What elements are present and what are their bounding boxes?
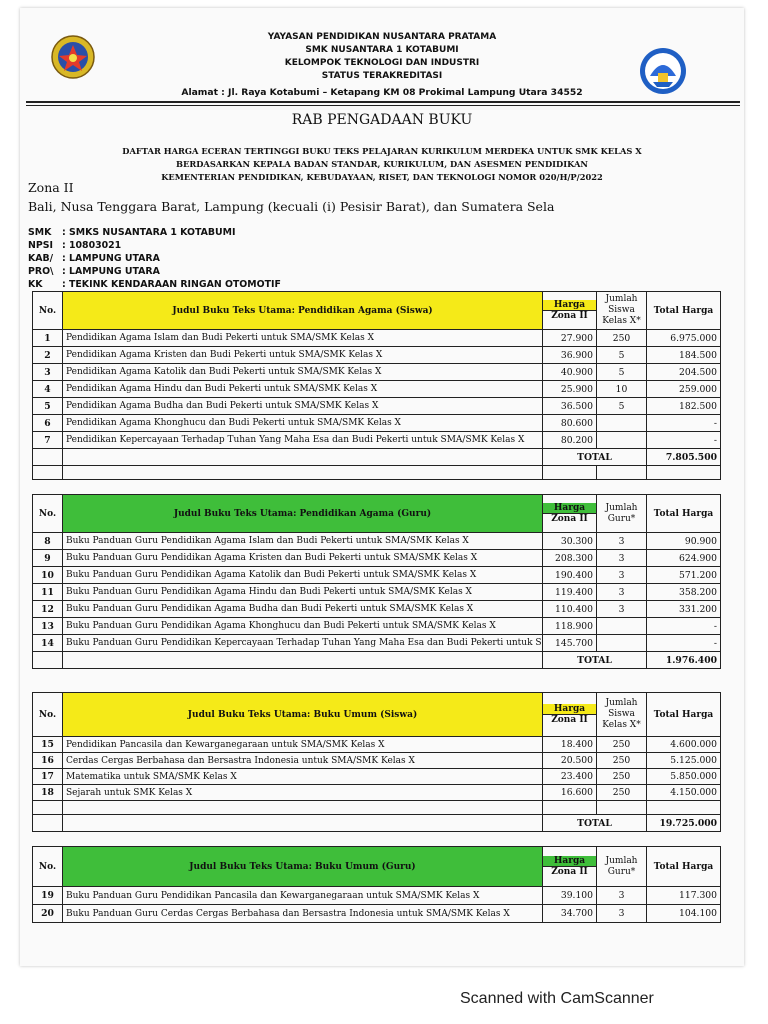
row-no: 19	[33, 887, 63, 905]
row-title: Pendidikan Agama Katolik dan Budi Pekerti untuk SMA/SMK Kelas X	[63, 364, 543, 381]
empty-cell	[33, 466, 63, 480]
row-title: Cerdas Cergas Berbahasa dan Bersastra Indonesia untuk SMA/SMK Kelas X	[63, 753, 543, 769]
row-title: Buku Panduan Guru Pendidikan Kepercayaan Terhadap Tuhan Yang Maha Esa dan Budi Pekerti untuk S	[63, 635, 543, 652]
row-title: Pendidikan Agama Khonghucu dan Budi Pekerti untuk SMA/SMK Kelas X	[63, 415, 543, 432]
table-heading: Judul Buku Teks Utama: Buku Umum (Guru)	[63, 847, 543, 887]
zone-name: Zona II	[28, 180, 74, 195]
table-row	[33, 737, 721, 753]
row-total: 624.900	[647, 550, 721, 567]
identity-label: PRO\	[28, 266, 54, 277]
row-price: 40.900	[543, 364, 597, 381]
row-price: 39.100	[543, 887, 597, 905]
row-qty: 10	[597, 381, 647, 398]
empty-cell	[63, 449, 543, 466]
row-no: 18	[33, 785, 63, 801]
row-qty: 250	[597, 330, 647, 347]
spacer-row	[33, 801, 721, 815]
row-qty: 3	[597, 601, 647, 618]
identity-value: : LAMPUNG UTARA	[62, 266, 160, 277]
col-price	[543, 495, 597, 533]
row-qty: 5	[597, 398, 647, 415]
row-title: Buku Panduan Guru Pendidikan Agama Budha dan Budi Pekerti untuk SMA/SMK Kelas X	[63, 601, 543, 618]
row-total: 259.000	[647, 381, 721, 398]
total-row	[33, 652, 721, 669]
row-total: 331.200	[647, 601, 721, 618]
row-qty: 3	[597, 567, 647, 584]
row-total: 182.500	[647, 398, 721, 415]
table-row	[33, 785, 721, 801]
table-umum-siswa	[32, 692, 721, 832]
row-total: 4.600.000	[647, 737, 721, 753]
table-row	[33, 769, 721, 785]
table-agama-guru	[32, 494, 721, 669]
col-total: Total Harga	[647, 693, 721, 737]
row-no: 6	[33, 415, 63, 432]
row-qty	[597, 432, 647, 449]
empty-cell	[543, 466, 597, 480]
row-price: 118.900	[543, 618, 597, 635]
row-no: 3	[33, 364, 63, 381]
empty-cell	[597, 466, 647, 480]
row-price: 119.400	[543, 584, 597, 601]
row-no: 7	[33, 432, 63, 449]
row-title: Buku Panduan Guru Pendidikan Agama Islam dan Budi Pekerti untuk SMA/SMK Kelas X	[63, 533, 543, 550]
col-price-label: Harga	[543, 704, 596, 715]
table-agama-siswa	[32, 291, 721, 480]
row-qty: 5	[597, 347, 647, 364]
row-price: 110.400	[543, 601, 597, 618]
empty-cell	[33, 815, 63, 832]
total-row	[33, 815, 721, 832]
row-title: Buku Panduan Guru Pendidikan Pancasila dan Kewarganegaraan untuk SMA/SMK Kelas X	[63, 887, 543, 905]
table-row	[33, 398, 721, 415]
identity-npsn	[28, 240, 121, 251]
row-total: 571.200	[647, 567, 721, 584]
row-no: 20	[33, 905, 63, 923]
row-qty: 3	[597, 533, 647, 550]
table-row	[33, 584, 721, 601]
empty-cell	[647, 801, 721, 815]
row-total: -	[647, 432, 721, 449]
row-title: Buku Panduan Guru Pendidikan Agama Kristen dan Budi Pekerti untuk SMA/SMK Kelas X	[63, 550, 543, 567]
row-price: 145.700	[543, 635, 597, 652]
row-qty	[597, 635, 647, 652]
foundation-name: YAYASAN PENDIDIKAN NUSANTARA PRATAMA	[267, 32, 497, 42]
scanned-document-page	[20, 8, 744, 966]
row-total: 104.100	[647, 905, 721, 923]
table-row	[33, 381, 721, 398]
row-total: 6.975.000	[647, 330, 721, 347]
row-total: -	[647, 635, 721, 652]
row-no: 13	[33, 618, 63, 635]
table-heading: Judul Buku Teks Utama: Pendidikan Agama (Siswa)	[63, 292, 543, 330]
accreditation-status: STATUS TERAKREDITASI	[321, 71, 443, 81]
col-zone-label: Zona II	[551, 867, 588, 877]
row-title: Pendidikan Kepercayaan Terhadap Tuhan Yang Maha Esa dan Budi Pekerti untuk SMA/SMK Kelas X	[63, 432, 543, 449]
row-price: 34.700	[543, 905, 597, 923]
row-no: 8	[33, 533, 63, 550]
row-total: -	[647, 618, 721, 635]
row-qty	[597, 618, 647, 635]
col-quantity: Jumlah Siswa Kelas X*	[597, 292, 647, 330]
col-no: No.	[33, 495, 63, 533]
total-row	[33, 449, 721, 466]
identity-label: KK	[28, 279, 43, 290]
row-total: 358.200	[647, 584, 721, 601]
table-row	[33, 905, 721, 923]
empty-cell	[63, 815, 543, 832]
col-total: Total Harga	[647, 847, 721, 887]
school-group: KELOMPOK TEKNOLOGI DAN INDUSTRI	[284, 58, 480, 68]
row-no: 2	[33, 347, 63, 364]
subtitle-line-1: DAFTAR HARGA ECERAN TERTINGGI BUKU TEKS PELAJARAN KURIKULUM MERDEKA UNTUK SMK KELAS X	[122, 146, 642, 156]
col-price	[543, 292, 597, 330]
col-no: No.	[33, 693, 63, 737]
col-price-label: Harga	[543, 503, 596, 514]
row-no: 4	[33, 381, 63, 398]
subtitle-line-2: BERDASARKAN KEPALA BADAN STANDAR, KURIKULUM, DAN ASESMEN PENDIDIKAN	[175, 159, 588, 169]
row-no: 16	[33, 753, 63, 769]
total-value: 7.805.500	[647, 449, 721, 466]
col-no: No.	[33, 847, 63, 887]
col-price-label: Harga	[543, 300, 596, 311]
col-total: Total Harga	[647, 495, 721, 533]
subtitle-line-3: KEMENTERIAN PENDIDIKAN, KEBUDAYAAN, RISET, DAN TEKNOLOGI NOMOR 020/H/P/2022	[161, 172, 603, 182]
row-price: 190.400	[543, 567, 597, 584]
identity-value: : 10803021	[62, 240, 122, 251]
table-row	[33, 330, 721, 347]
table-heading: Judul Buku Teks Utama: Buku Umum (Siswa)	[63, 693, 543, 737]
spacer-row	[33, 466, 721, 480]
table-row	[33, 753, 721, 769]
row-no: 14	[33, 635, 63, 652]
identity-school	[28, 227, 235, 238]
identity-value: : SMKS NUSANTARA 1 KOTABUMI	[62, 227, 236, 238]
row-qty: 5	[597, 364, 647, 381]
row-no: 9	[33, 550, 63, 567]
row-price: 27.900	[543, 330, 597, 347]
empty-cell	[597, 801, 647, 815]
page-title: RAB PENGADAAN BUKU	[291, 112, 473, 128]
total-label: TOTAL	[543, 815, 647, 832]
identity-program	[28, 279, 281, 290]
row-price: 208.300	[543, 550, 597, 567]
total-value: 1.976.400	[647, 652, 721, 669]
row-total: 90.900	[647, 533, 721, 550]
table-row	[33, 415, 721, 432]
row-title: Pendidikan Agama Kristen dan Budi Pekerti untuk SMA/SMK Kelas X	[63, 347, 543, 364]
row-qty: 3	[597, 584, 647, 601]
scanner-watermark: Scanned with CamScanner	[460, 990, 654, 1007]
total-label: TOTAL	[543, 652, 647, 669]
identity-regency	[28, 253, 160, 264]
row-qty: 250	[597, 785, 647, 801]
row-price: 20.500	[543, 753, 597, 769]
header-divider-thin	[26, 105, 740, 106]
row-title: Buku Panduan Guru Cerdas Cergas Berbahasa dan Bersastra Indonesia untuk SMA/SMK Kelas X	[63, 905, 543, 923]
table-heading: Judul Buku Teks Utama: Pendidikan Agama (Guru)	[63, 495, 543, 533]
identity-label: SMK	[28, 227, 52, 238]
row-qty: 3	[597, 550, 647, 567]
row-price: 25.900	[543, 381, 597, 398]
row-no: 1	[33, 330, 63, 347]
empty-cell	[33, 449, 63, 466]
table-row	[33, 364, 721, 381]
row-title: Pendidikan Agama Islam dan Budi Pekerti untuk SMA/SMK Kelas X	[63, 330, 543, 347]
row-qty	[597, 415, 647, 432]
row-qty: 3	[597, 887, 647, 905]
total-label: TOTAL	[543, 449, 647, 466]
row-price: 30.300	[543, 533, 597, 550]
row-total: -	[647, 415, 721, 432]
empty-cell	[63, 652, 543, 669]
row-qty: 250	[597, 769, 647, 785]
col-price-label: Harga	[543, 856, 596, 867]
table-row	[33, 432, 721, 449]
row-price: 36.900	[543, 347, 597, 364]
col-zone-label: Zona II	[551, 715, 588, 725]
table-row	[33, 887, 721, 905]
identity-value: : TEKINK KENDARAAN RINGAN OTOMOTIF	[62, 279, 281, 290]
row-title: Matematika untuk SMA/SMK Kelas X	[63, 769, 543, 785]
table-row	[33, 550, 721, 567]
row-title: Sejarah untuk SMK Kelas X	[63, 785, 543, 801]
col-quantity: Jumlah Guru*	[597, 847, 647, 887]
col-no: No.	[33, 292, 63, 330]
table-umum-guru	[32, 846, 721, 923]
row-qty: 250	[597, 737, 647, 753]
zone-regions: Bali, Nusa Tenggara Barat, Lampung (kecuali (i) Pesisir Barat), dan Sumatera Sela	[28, 199, 555, 214]
row-no: 12	[33, 601, 63, 618]
identity-label: KAB/	[28, 253, 54, 264]
row-price: 23.400	[543, 769, 597, 785]
row-title: Pendidikan Agama Budha dan Budi Pekerti untuk SMA/SMK Kelas X	[63, 398, 543, 415]
col-quantity: Jumlah Siswa Kelas X*	[597, 693, 647, 737]
col-total: Total Harga	[647, 292, 721, 330]
total-value: 19.725.000	[647, 815, 721, 832]
school-name: SMK NUSANTARA 1 KOTABUMI	[305, 45, 459, 55]
identity-province	[28, 266, 160, 277]
row-total: 5.850.000	[647, 769, 721, 785]
col-zone-label: Zona II	[551, 311, 588, 321]
row-title: Buku Panduan Guru Pendidikan Agama Katolik dan Budi Pekerti untuk SMA/SMK Kelas X	[63, 567, 543, 584]
col-quantity: Jumlah Guru*	[597, 495, 647, 533]
row-price: 80.600	[543, 415, 597, 432]
row-title: Pendidikan Pancasila dan Kewarganegaraan untuk SMA/SMK Kelas X	[63, 737, 543, 753]
row-title: Pendidikan Agama Hindu dan Budi Pekerti untuk SMA/SMK Kelas X	[63, 381, 543, 398]
col-zone-label: Zona II	[551, 514, 588, 524]
row-total: 4.150.000	[647, 785, 721, 801]
row-no: 5	[33, 398, 63, 415]
empty-cell	[647, 466, 721, 480]
col-price	[543, 693, 597, 737]
row-price: 18.400	[543, 737, 597, 753]
row-qty: 250	[597, 753, 647, 769]
empty-cell	[33, 801, 63, 815]
table-row	[33, 567, 721, 584]
row-no: 15	[33, 737, 63, 753]
table-row	[33, 533, 721, 550]
table-row	[33, 347, 721, 364]
row-price: 36.500	[543, 398, 597, 415]
row-total: 5.125.000	[647, 753, 721, 769]
school-address: Alamat : Jl. Raya Kotabumi – Ketapang KM 08 Prokimal Lampung Utara 34552	[181, 87, 583, 98]
row-qty: 3	[597, 905, 647, 923]
empty-cell	[33, 652, 63, 669]
row-title: Buku Panduan Guru Pendidikan Agama Hindu dan Budi Pekerti untuk SMA/SMK Kelas X	[63, 584, 543, 601]
row-no: 10	[33, 567, 63, 584]
identity-label: NPSI	[28, 240, 53, 251]
identity-value: : LAMPUNG UTARA	[62, 253, 160, 264]
row-price: 16.600	[543, 785, 597, 801]
row-total: 117.300	[647, 887, 721, 905]
row-no: 17	[33, 769, 63, 785]
header-divider	[26, 101, 740, 103]
empty-cell	[543, 801, 597, 815]
row-total: 184.500	[647, 347, 721, 364]
row-title: Buku Panduan Guru Pendidikan Agama Khonghucu dan Budi Pekerti untuk SMA/SMK Kelas X	[63, 618, 543, 635]
row-price: 80.200	[543, 432, 597, 449]
row-total: 204.500	[647, 364, 721, 381]
table-row	[33, 635, 721, 652]
table-row	[33, 618, 721, 635]
empty-cell	[63, 801, 543, 815]
col-price	[543, 847, 597, 887]
row-no: 11	[33, 584, 63, 601]
table-row	[33, 601, 721, 618]
empty-cell	[63, 466, 543, 480]
